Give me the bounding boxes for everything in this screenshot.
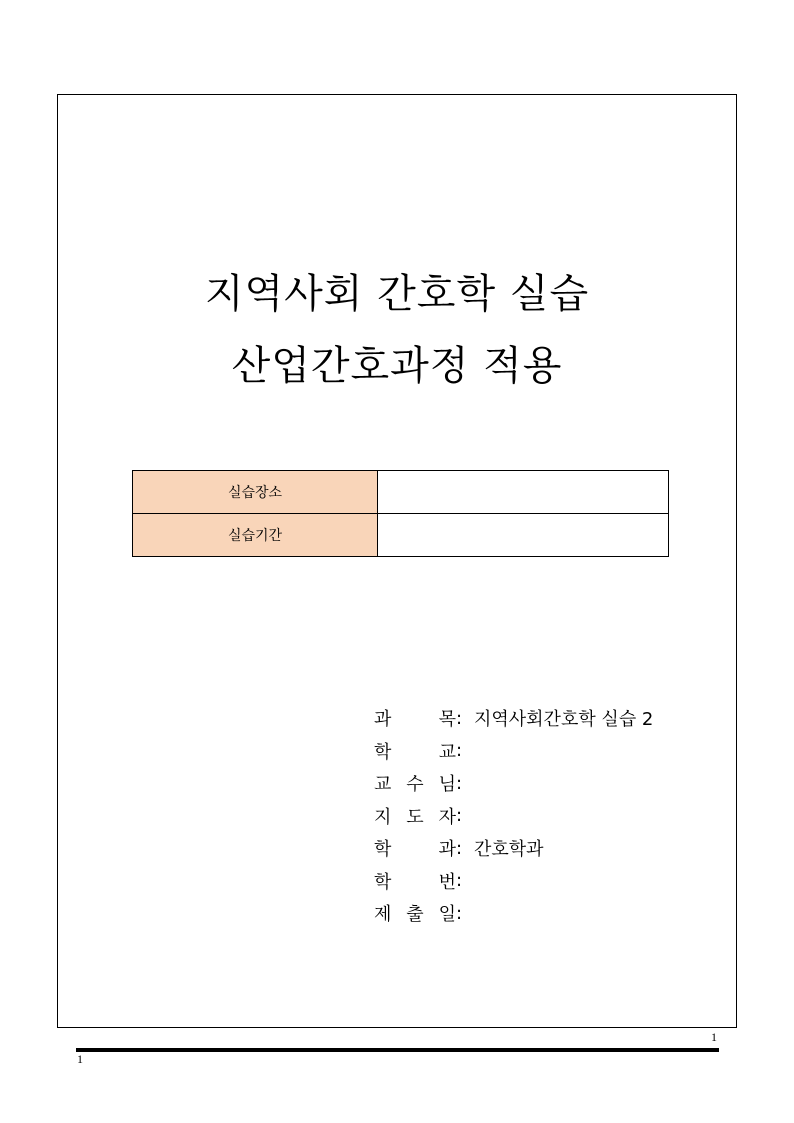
colon: : [456, 870, 463, 892]
student-id-label [374, 868, 456, 894]
school-row [374, 735, 653, 768]
title-line-1: 지역사회 간호학 실습 [204, 271, 590, 317]
label-char: 학 [374, 839, 392, 861]
label-char: 과 [438, 839, 456, 861]
page-number-bottom: 1 [77, 1052, 83, 1066]
label-char: 자 [438, 806, 456, 828]
practicum-info-table [132, 470, 669, 557]
professor-label [374, 770, 456, 796]
department-label [374, 835, 456, 861]
label-char: 제 [374, 904, 392, 926]
student-id-row [374, 865, 653, 898]
colon: : [456, 740, 463, 762]
school-label [374, 738, 456, 764]
supervisor-row [374, 800, 653, 833]
submission-date-label [374, 900, 456, 926]
title-line-2: 산업간호과정 적용 [231, 343, 563, 389]
label-char: 수 [406, 774, 424, 796]
practice-location-label: 실습장소 [133, 471, 378, 514]
colon: : [456, 707, 463, 729]
page-number-top: 1 [711, 1030, 717, 1044]
label-char: 학 [374, 741, 392, 763]
label-char: 번 [438, 871, 456, 893]
colon: : [456, 805, 463, 827]
colon: : [456, 902, 463, 924]
course-label [374, 705, 456, 731]
table-row [133, 471, 669, 514]
colon: : [456, 837, 463, 859]
label-char: 님 [438, 774, 456, 796]
supervisor-label [374, 803, 456, 829]
submission-date-row [374, 897, 653, 930]
label-char: 지 [374, 806, 392, 828]
label-char: 교 [374, 774, 392, 796]
label-char: 일 [438, 904, 456, 926]
course-value: 지역사회간호학 실습 2 [474, 709, 654, 731]
professor-row [374, 767, 653, 800]
label-char: 출 [406, 904, 424, 926]
practice-period-label: 실습기간 [133, 514, 378, 557]
label-char: 과 [374, 709, 392, 731]
practice-period-value[interactable] [378, 514, 669, 557]
department-row [374, 832, 653, 865]
practice-location-value[interactable] [378, 471, 669, 514]
department-value: 간호학과 [474, 839, 544, 861]
label-char: 학 [374, 871, 392, 893]
footer-rule [76, 1048, 719, 1052]
label-char: 목 [438, 709, 456, 731]
colon: : [456, 772, 463, 794]
label-char: 도 [406, 806, 424, 828]
submission-details [374, 702, 653, 930]
label-char: 교 [438, 741, 456, 763]
table-row [133, 514, 669, 557]
course-row [374, 702, 653, 735]
